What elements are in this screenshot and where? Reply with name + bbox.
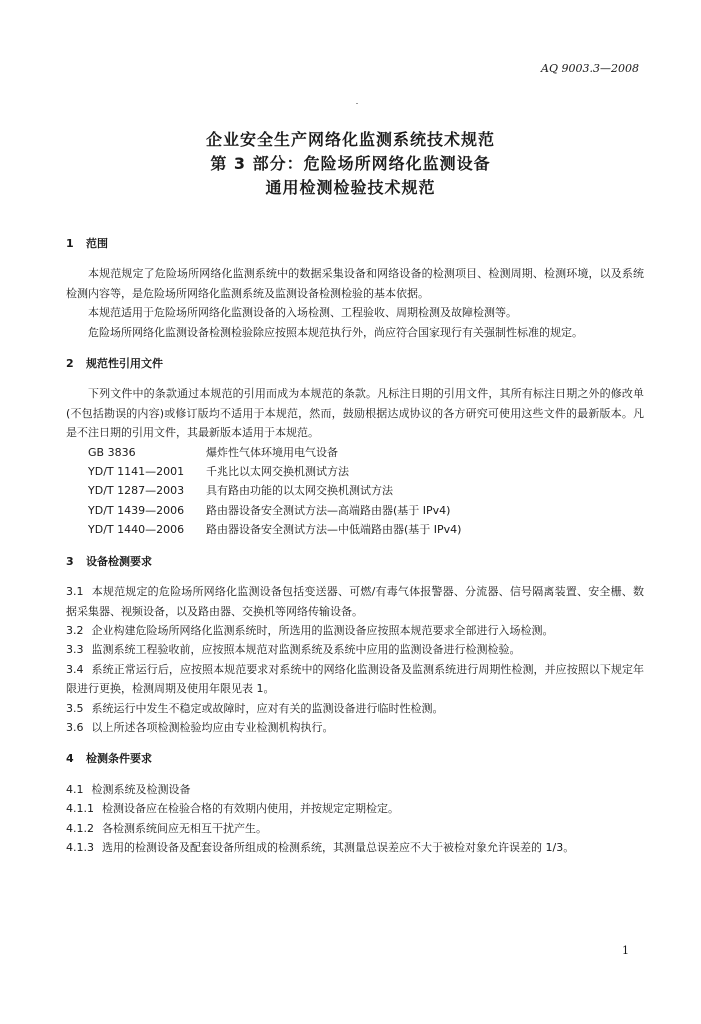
- clause-text: 企业构建危险场所网络化监测系统时，所选用的监测设备应按照本规范要求全部进行入场检测。: [91, 623, 554, 637]
- clause-text: 以上所述各项检测检验均应由专业检测机构执行。: [91, 720, 334, 734]
- page-number: 1: [622, 944, 629, 957]
- clause: [66, 582, 644, 621]
- clause-text: 选用的检测设备及配套设备所组成的检测系统，其测量总误差应不大于被检对象允许误差的 1/3。: [102, 840, 575, 854]
- reference-title: 路由器设备安全测试方法—中低端路由器(基于 IPv4): [206, 523, 462, 537]
- reference-code: YD/T 1440—2006: [88, 523, 185, 537]
- reference-title: 路由器设备安全测试方法—高端路由器(基于 IPv4): [206, 503, 451, 517]
- section-number: 1: [66, 237, 74, 250]
- reference-code: YD/T 1141—2001: [88, 465, 185, 479]
- section-heading-equipment-requirements: [66, 552, 644, 571]
- title-line-2: 第 3 部分：危险场所网络化监测设备: [210, 154, 491, 173]
- section-number: 2: [66, 357, 74, 371]
- clause: [66, 640, 644, 659]
- paragraph: 危险场所网络化监测设备检测检验除应按照本规范执行外，尚应符合国家现行有关强制性标准的规定。: [88, 325, 583, 339]
- clause-number: 3.4: [66, 662, 84, 676]
- clause: [66, 799, 644, 818]
- section-title: 设备检测要求: [86, 554, 152, 568]
- reference-code: GB 3836: [88, 445, 136, 459]
- reference-item: [66, 443, 644, 462]
- clause-text: 监测系统工程验收前，应按照本规范对监测系统及系统中应用的监测设备进行检测检验。: [91, 643, 521, 657]
- reference-item: [66, 520, 644, 539]
- reference-title: 千兆比以太网交换机测试方法: [206, 465, 349, 479]
- clause-text: 系统运行中发生不稳定或故障时，应对有关的监测设备进行临时性检测。: [91, 701, 444, 715]
- standard-number: AQ 9003.3—2008: [541, 62, 639, 75]
- paragraph: 本规范规定了危险场所网络化监测系统中的数据采集设备和网络设备的检测项目、检测周期、检测环境，以及系统检测内容等，是危险场所网络化监测系统及监测设备检测检验的基本依据。: [66, 267, 644, 300]
- clause: [66, 621, 644, 640]
- clause: [66, 699, 644, 718]
- section-number: 3: [66, 554, 74, 568]
- clause: [66, 660, 644, 699]
- clause: [66, 780, 644, 799]
- reference-item: [66, 462, 644, 481]
- clause: [66, 838, 644, 857]
- clause: [66, 819, 644, 838]
- title-line-1: 企业安全生产网络化监测系统技术规范: [205, 130, 495, 149]
- scan-mark: [356, 103, 358, 104]
- document-body: [66, 234, 644, 857]
- clause-number: 3.2: [66, 623, 84, 637]
- paragraph: 本规范适用于危险场所网络化监测设备的入场检测、工程验收、周期检测及故障检测等。: [88, 306, 517, 320]
- section-title: 范围: [86, 237, 108, 250]
- title-line-3: 通用检测检验技术规范: [265, 178, 436, 197]
- clause-number: 4.1.3: [66, 840, 94, 854]
- clause-number: 3.3: [66, 643, 84, 657]
- clause-number: 3.5: [66, 701, 84, 715]
- section-heading-scope: [66, 234, 644, 253]
- clause: [66, 718, 644, 737]
- reference-code: YD/T 1439—2006: [88, 503, 185, 517]
- clause-number: 4.1: [66, 782, 84, 796]
- reference-item: [66, 481, 644, 500]
- clause-text: 各检测系统间应无相互干扰产生。: [102, 821, 267, 835]
- clause-number: 4.1.2: [66, 821, 94, 835]
- reference-code: YD/T 1287—2003: [88, 484, 185, 498]
- section-number: 4: [66, 752, 74, 766]
- clause-text: 本规范规定的危险场所网络化监测设备包括变送器、可燃/有毒气体报警器、分流器、信号隔离装置、安全栅、数据采集器、视频设备，以及路由器、交换机等网络传输设备。: [66, 585, 644, 618]
- clause-number: 4.1.1: [66, 802, 94, 816]
- section-title: 规范性引用文件: [86, 357, 163, 371]
- clause-text: 检测系统及检测设备: [91, 782, 191, 796]
- clause-number: 3.1: [66, 585, 84, 599]
- section-heading-normative-references: [66, 354, 644, 373]
- section-title: 检测条件要求: [86, 752, 152, 766]
- document-title: [0, 128, 701, 200]
- clause-number: 3.6: [66, 720, 84, 734]
- reference-item: [66, 501, 644, 520]
- clause-text: 系统正常运行后，应按照本规范要求对系统中的网络化监测设备及监测系统进行周期性检测，并应按照以下规定年限进行更换，检测周期及使用年限见表 1。: [66, 662, 644, 696]
- clause-text: 检测设备应在检验合格的有效期内使用，并按规定定期检定。: [102, 802, 399, 816]
- reference-title: 爆炸性气体环境用电气设备: [206, 445, 338, 459]
- reference-title: 具有路由功能的以太网交换机测试方法: [206, 484, 393, 498]
- paragraph: 下列文件中的条款通过本规范的引用而成为本规范的条款。凡标注日期的引用文件，其所有标注日期之外的修改单(不包括勘误的内容)或修订版均不适用于本规范，然而，鼓励根据达成协议的各方研究可使用这些文件的最新版本。凡是不注日期的引用文件，其最新版本适用于本规范。: [66, 387, 644, 440]
- section-heading-test-conditions: [66, 749, 644, 768]
